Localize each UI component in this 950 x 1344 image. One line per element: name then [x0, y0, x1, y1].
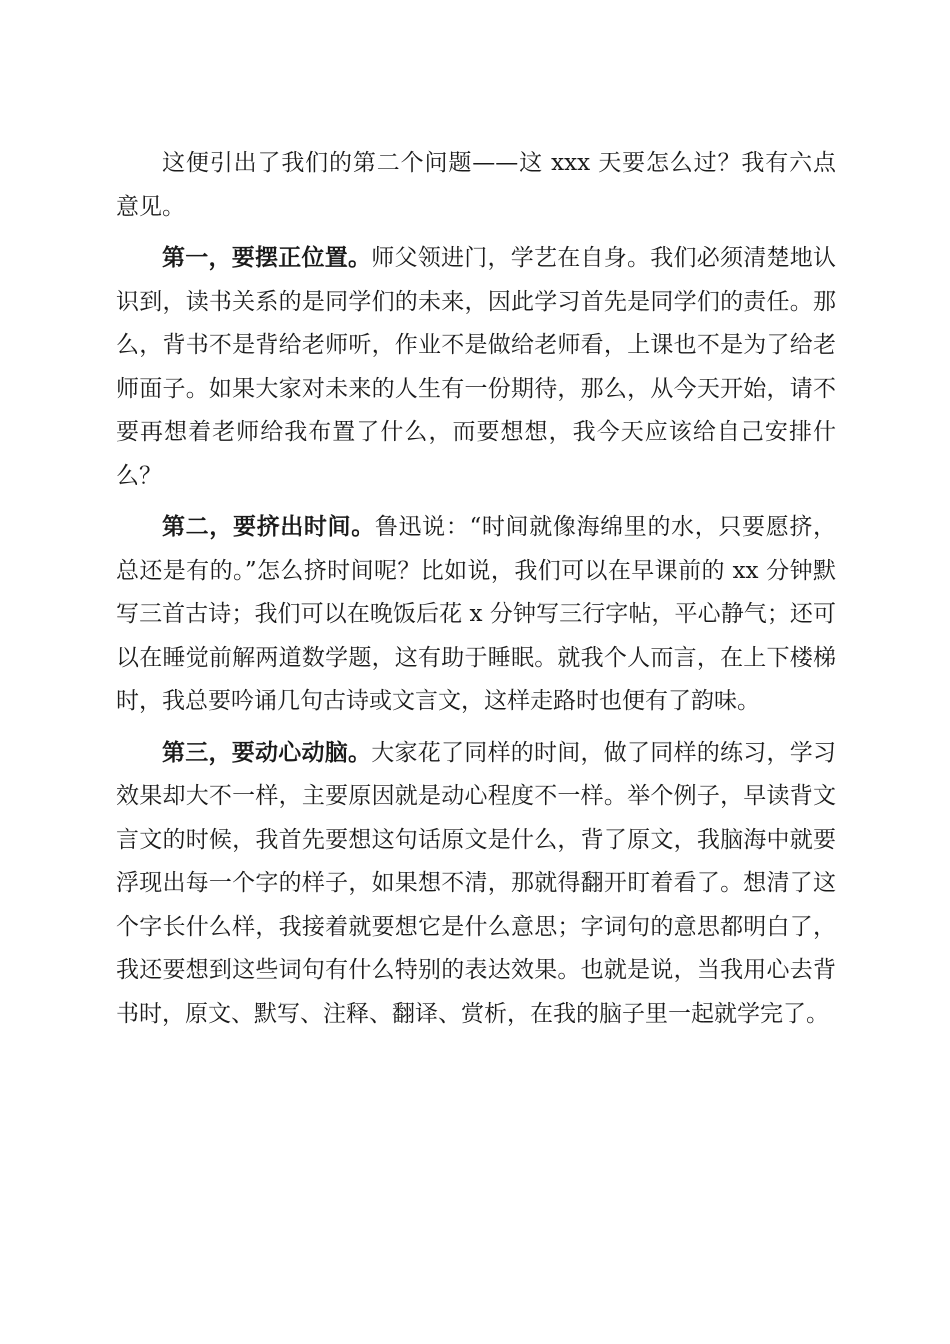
paragraph-text: 这便引出了我们的第二个问题——这 xxx 天要怎么过？我有六点意见。 [116, 150, 836, 220]
paragraph-point-three [116, 731, 836, 1037]
paragraph-text: 师父领进门，学艺在自身。我们必须清楚地认识到，读书关系的是同学们的未来，因此学习首先是同学们的责任。那么，背书不是背给老师听，作业不是做给老师看，上课也不是为了给老师面子。如果大家对未来的人生有一份期待，那么，从今天开始，请不要再想着老师给我布置了什么，而要想想，我今天应该给自己安排什么？ [116, 245, 836, 489]
paragraph-text: 鲁迅说：“时间就像海绵里的水，只要愿挤，总还是有的。”怎么挤时间呢？比如说，我们可以在早课前的 xx 分钟默写三首古诗；我们可以在晚饭后花 x 分钟写三行字帖，平心静气；还可以在睡觉前解两道数学题，这有助于睡眠。就我个人而言，在上下楼梯时，我总要吟诵几句古诗或文言文，这样走路时也便有了韵味。 [116, 514, 837, 714]
paragraph-heading: 第二，要挤出时间。 [162, 513, 375, 540]
document-body [116, 142, 836, 1043]
paragraph-heading: 第一，要摆正位置。 [162, 244, 372, 271]
paragraph-text: 大家花了同样的时间，做了同样的练习，学习效果却大不一样，主要原因就是动心程度不一样。举个例子，早读背文言文的时候，我首先要想这句话原文是什么，背了原文，我脑海中就要浮现出每一个字的样子，如果想不清，那就得翻开盯着看了。想清了这个字长什么样，我接着就要想它是什么意思；字词句的意思都明白了，我还要想到这些词句有什么特别的表达效果。也就是说，当我用心去背书时，原文、默写、注释、翻译、赏析，在我的脑子里一起就学完了。 [116, 739, 836, 1027]
paragraph-point-one [116, 236, 836, 498]
paragraph-heading: 第三，要动心动脑。 [162, 738, 372, 766]
paragraph-point-two [116, 505, 836, 724]
paragraph-intro [116, 142, 836, 229]
